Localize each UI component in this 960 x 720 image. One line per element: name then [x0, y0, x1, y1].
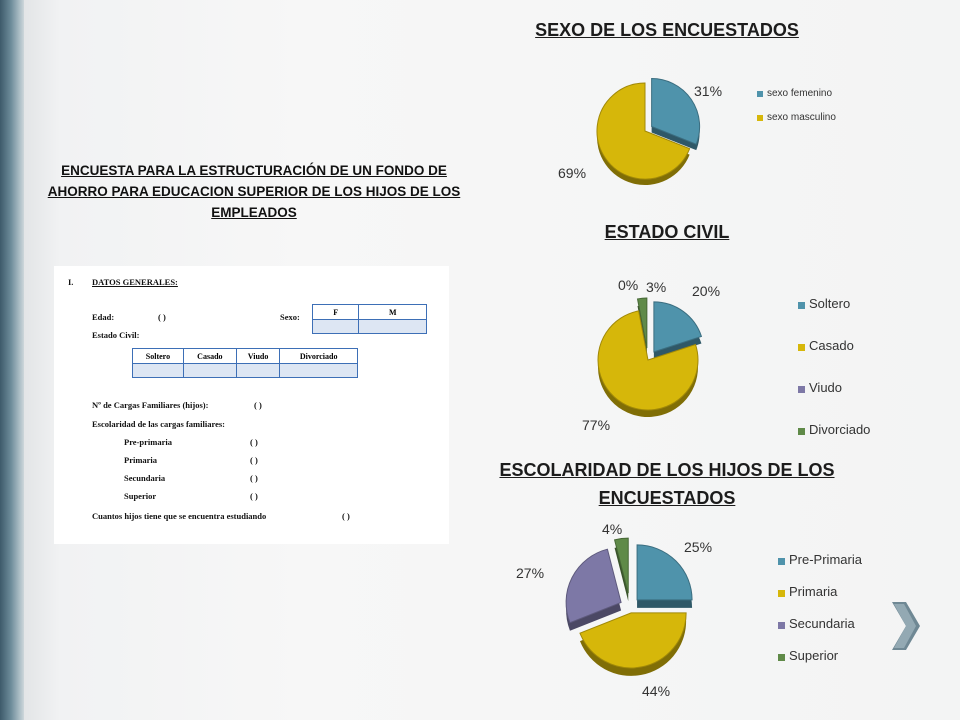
- estado-cell: [133, 364, 184, 378]
- legend-label-secundaria: Secundaria: [789, 616, 855, 631]
- section-title: DATOS GENERALES:: [92, 277, 178, 287]
- survey-form-image: [54, 266, 449, 544]
- legend-swatch-secundaria: [778, 622, 785, 629]
- estado-option: Divorciado: [280, 349, 358, 364]
- pie-chart-estado-civil: [560, 268, 920, 438]
- chart-title-sexo: SEXO DE LOS ENCUESTADOS: [535, 20, 799, 40]
- legend-label-soltero: Soltero: [809, 296, 851, 311]
- cargas-label: Nº de Cargas Familiares (hijos):: [92, 400, 209, 410]
- sexo-option-f: F: [313, 305, 359, 320]
- pie-chart-sexo: [540, 68, 900, 198]
- data-label-soltero: 20%: [692, 283, 721, 299]
- sexo-cell: [359, 320, 427, 334]
- data-label-casado: 77%: [582, 417, 611, 433]
- data-label-superior: 4%: [602, 521, 623, 537]
- data-label-primaria: 44%: [642, 683, 671, 699]
- edad-label: Edad:: [92, 312, 115, 322]
- legend-label-viudo: Viudo: [809, 380, 843, 395]
- sexo-label: Sexo:: [280, 312, 300, 322]
- legend-label-superior: Superior: [789, 648, 839, 663]
- cuantos-paren: ( ): [342, 511, 350, 521]
- level-label: Pre-primaria: [124, 437, 172, 447]
- estado-civil-label: Estado Civil:: [92, 330, 140, 340]
- legend-label-divorciado: Divorciado: [809, 422, 871, 437]
- estado-cell: [280, 364, 358, 378]
- legend-swatch-viudo: [798, 386, 805, 393]
- legend-swatch-casado: [798, 344, 805, 351]
- level-label: Primaria: [124, 455, 158, 465]
- estado-option: Casado: [183, 349, 236, 364]
- sexo-table: [312, 304, 427, 334]
- data-label-divorciado: 3%: [646, 279, 667, 295]
- level-paren: ( ): [250, 491, 258, 501]
- legend-swatch-sexo-femenino: [757, 91, 763, 97]
- legend-swatch-soltero: [798, 302, 805, 309]
- level-label: Superior: [124, 491, 157, 501]
- sexo-cell: [313, 320, 359, 334]
- edad-paren: ( ): [158, 312, 166, 322]
- estado-cell: [183, 364, 236, 378]
- legend-label-primaria: Primaria: [789, 584, 838, 599]
- cuantos-label: Cuantos hijos tiene que se encuentra estudiando: [92, 511, 267, 521]
- survey-title: ENCUESTA PARA LA ESTRUCTURACIÓN DE UN FONDO DE AHORRO PARA EDUCACION SUPERIOR DE LOS HIJOS DE LOS EMPLEADOS: [47, 163, 461, 220]
- data-label-sexo-femenino: 31%: [694, 83, 723, 99]
- legend-swatch-sexo-masculino: [757, 115, 763, 121]
- legend-swatch-superior: [778, 654, 785, 661]
- sexo-option-m: M: [359, 305, 427, 320]
- escolaridad-label: Escolaridad de las cargas familiares:: [92, 419, 225, 429]
- estado-option: Soltero: [133, 349, 184, 364]
- data-label-viudo: 0%: [618, 277, 639, 293]
- legend-label-sexo-femenino: sexo femenino: [767, 88, 833, 99]
- legend-label-casado: Casado: [809, 338, 854, 353]
- level-paren: ( ): [250, 455, 258, 465]
- cargas-paren: ( ): [254, 400, 262, 410]
- level-paren: ( ): [250, 437, 258, 447]
- legend-swatch-primaria: [778, 590, 785, 597]
- chevron-right-icon[interactable]: [884, 598, 924, 654]
- pie-chart-escolaridad: [500, 514, 900, 714]
- chart-title-escolaridad: ESCOLARIDAD DE LOS HIJOS DE LOS ENCUESTADOS: [499, 460, 835, 508]
- data-label-pre-primaria: 25%: [684, 539, 713, 555]
- legend-swatch-pre-primaria: [778, 558, 785, 565]
- data-label-sexo-masculino: 69%: [558, 165, 587, 181]
- level-paren: ( ): [250, 473, 258, 483]
- level-label: Secundaria: [124, 473, 166, 483]
- legend-label-pre-primaria: Pre-Primaria: [789, 552, 862, 567]
- legend-label-sexo-masculino: sexo masculino: [767, 112, 836, 123]
- estado-cell: [236, 364, 279, 378]
- estado-option: Viudo: [236, 349, 279, 364]
- section-number: I.: [68, 277, 74, 287]
- side-accent-bar: [0, 0, 24, 720]
- chart-title-estado-civil: ESTADO CIVIL: [604, 222, 730, 242]
- legend-swatch-divorciado: [798, 428, 805, 435]
- estado-civil-table: [132, 348, 358, 378]
- data-label-secundaria: 27%: [516, 565, 545, 581]
